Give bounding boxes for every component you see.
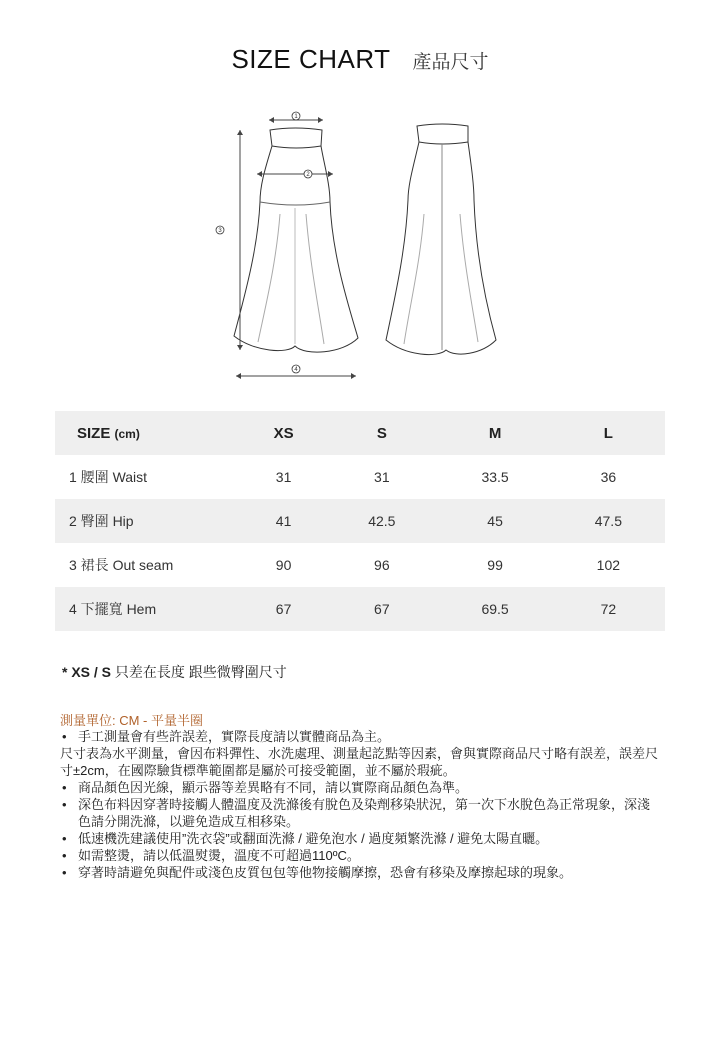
size-l-header: L xyxy=(603,424,613,442)
measure-unit-heading: 測量單位: CM - 平量半圈 xyxy=(60,713,203,728)
list-item: • 手工測量會有些許誤差，實際長度請以實體商品為主。 xyxy=(60,728,660,745)
size-header xyxy=(55,411,242,455)
fold-line xyxy=(460,214,478,342)
cell-l: 47.5 xyxy=(594,513,622,529)
cell-xs: 90 xyxy=(275,557,292,573)
cell-s: 96 xyxy=(374,557,390,573)
list-item: 尺寸表為水平測量，會因布料彈性、水洗處理、測量起訖點等因素，會與實際商品尺寸略有誤差，誤差尺寸±2cm，在國際驗貨標準範圍都是屬於可接受範圍，並不屬於瑕疵。 xyxy=(60,746,659,778)
waistband-front xyxy=(270,128,322,148)
cell-m: 45 xyxy=(487,513,503,529)
size-xs-header: XS xyxy=(273,424,294,442)
size-note-text: 只差在長度 跟些微臀圍尺寸 xyxy=(111,664,287,680)
title-english: SIZE CHART xyxy=(231,44,391,74)
title-chinese: 產品尺寸 xyxy=(412,52,489,73)
row-label: 4 下擺寬 Hem xyxy=(69,601,157,617)
hip-line xyxy=(260,202,330,205)
waistband-back xyxy=(417,124,468,144)
fold-line xyxy=(404,214,424,344)
size-table xyxy=(55,411,665,631)
marker-4-label: 4 xyxy=(294,367,298,373)
page-title xyxy=(0,44,720,75)
row-label: 3 裙長 Out seam xyxy=(69,557,174,573)
arrowheads xyxy=(236,117,356,379)
row-label: 2 臀圍 Hip xyxy=(69,513,134,529)
cell-l: 102 xyxy=(596,557,621,573)
size-note xyxy=(62,662,287,682)
size-m-header: M xyxy=(488,424,502,442)
cell-m: 69.5 xyxy=(481,601,509,617)
size-header-unit: (cm) xyxy=(114,426,140,441)
table-row-outseam xyxy=(55,543,665,587)
list-item: • 商品顏色因光線，顯示器等差異略有不同，請以實際商品顏色為準。 xyxy=(60,779,660,796)
fold-line xyxy=(258,214,280,342)
table-row-hem xyxy=(55,587,665,631)
cell-xs: 41 xyxy=(275,513,292,529)
cell-l: 72 xyxy=(600,601,617,617)
marker-1-label: 1 xyxy=(294,114,298,120)
marker-3-label: 3 xyxy=(218,228,222,234)
list-item: • 低速機洗建議使用”洗衣袋”或翻面洗滌 / 避免泡水 / 過度頻繁洗滌 / 避免太陽直曬。 xyxy=(60,830,660,847)
table-row-hip xyxy=(55,499,665,543)
skirt-illustration xyxy=(210,104,510,384)
fold-line xyxy=(306,214,324,344)
cell-s: 42.5 xyxy=(368,513,396,529)
marker-2-label: 2 xyxy=(306,172,310,178)
cell-s: 67 xyxy=(374,601,390,617)
list-item: • 深色布料因穿著時接觸人體溫度及洗滌後有脫色及染劑移染狀況，第一次下水脫色為正常現象，深淺色請分開洗滌，以避免造成互相移染。 xyxy=(60,796,660,830)
table-row-waist xyxy=(55,455,665,499)
cell-s: 31 xyxy=(374,469,390,485)
table-header-row xyxy=(55,411,665,455)
skirt-back-outline xyxy=(386,142,496,355)
cell-l: 36 xyxy=(600,469,617,485)
size-note-bold: * XS / S xyxy=(62,664,112,680)
size-header-label: SIZE xyxy=(77,424,111,442)
cell-xs: 31 xyxy=(275,469,292,485)
cell-xs: 67 xyxy=(275,601,292,617)
size-s-header: S xyxy=(376,424,387,442)
cell-m: 99 xyxy=(487,557,503,573)
list-item: • 穿著時請避免與配件或淺色皮質包包等他物接觸摩擦，恐會有移染及摩擦起球的現象。 xyxy=(60,864,660,881)
cell-m: 33.5 xyxy=(481,469,509,485)
row-label: 1 腰圍 Waist xyxy=(69,469,148,485)
skirt-front-outline xyxy=(234,146,358,352)
list-item: • 如需整燙，請以低溫熨燙，溫度不可超過110ºC。 xyxy=(60,847,660,864)
care-notes xyxy=(60,728,660,881)
